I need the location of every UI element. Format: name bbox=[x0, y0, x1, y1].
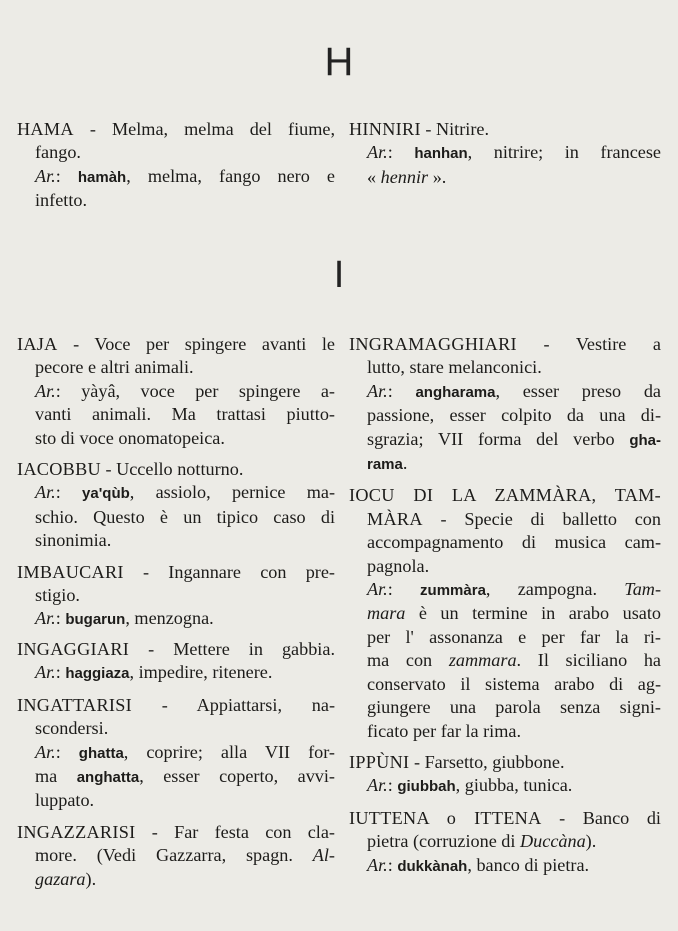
arabic-word: hanhan bbox=[414, 145, 468, 163]
colon: : bbox=[55, 380, 82, 401]
arabic-label: Ar. bbox=[35, 741, 56, 762]
arabic-label: Ar. bbox=[35, 482, 56, 503]
arabic-gloss: luppato. bbox=[35, 790, 95, 811]
entry-hama bbox=[17, 118, 335, 213]
entry-headword: HINNIRI bbox=[349, 119, 421, 139]
arabic-gloss: sinonimia. bbox=[35, 530, 112, 551]
spanish-word: gazara bbox=[35, 868, 86, 889]
entry-definition: - Banco di bbox=[541, 807, 661, 828]
arabic-label: Ar. bbox=[367, 854, 388, 875]
entry-definition: scondersi. bbox=[35, 718, 109, 739]
entry-definition: ). bbox=[85, 868, 97, 889]
entry-iacobbu bbox=[17, 458, 335, 553]
italic-word: zammara bbox=[448, 650, 517, 671]
colon: : bbox=[387, 854, 398, 875]
arabic-gloss: , giubba, tunica. bbox=[455, 775, 573, 796]
arabic-gloss: , esser preso da bbox=[495, 380, 661, 401]
entry-iaja bbox=[17, 333, 335, 450]
italic-word: mara bbox=[367, 603, 406, 624]
entry-definition: accompagnamento di musica cam- bbox=[367, 532, 661, 553]
arabic-word: ghatta bbox=[78, 744, 124, 762]
arabic-gloss: , nitrire; in francese bbox=[467, 142, 661, 163]
arabic-word: hamàh bbox=[77, 168, 127, 186]
column-h-left bbox=[17, 118, 335, 213]
arabic-gloss: per l' assonanza e per far la ri- bbox=[367, 626, 661, 647]
arabic-gloss: giungere una parola senza signi- bbox=[367, 697, 661, 718]
arabic-gloss: , coprire; alla VII for- bbox=[123, 741, 335, 762]
colon: : bbox=[387, 142, 415, 163]
arabic-gloss: , banco di pietra. bbox=[467, 854, 590, 875]
entry-definition: - Ingannare con pre- bbox=[123, 561, 335, 582]
entry-headword: IACOBBU bbox=[17, 459, 101, 480]
arabic-word: anghatta bbox=[76, 768, 140, 786]
entry-iocu bbox=[349, 484, 661, 742]
entry-headword: INGATTARISI bbox=[17, 694, 132, 715]
arabic-gloss: passione, esser colpito da una di- bbox=[367, 405, 661, 426]
arabic-gloss: sto di voce onomatopeica. bbox=[35, 427, 225, 448]
entry-definition: lutto, stare melanconici. bbox=[367, 357, 542, 378]
arabic-gloss: sgrazia; VII forma del verbo bbox=[367, 428, 630, 449]
entry-definition: stigio. bbox=[35, 585, 80, 606]
arabic-gloss: , impedire, ritenere. bbox=[129, 662, 273, 683]
arabic-label: Ar. bbox=[367, 380, 388, 401]
entry-ingaggiari bbox=[17, 638, 335, 686]
colon: : bbox=[387, 380, 416, 401]
arabic-word: ya'qùb bbox=[82, 485, 130, 503]
arabic-label: Ar. bbox=[35, 380, 56, 401]
arabic-word: angharama bbox=[415, 383, 496, 401]
entry-ippuni bbox=[349, 751, 661, 799]
entry-definition: - Farsetto, giubbone. bbox=[409, 751, 565, 772]
entry-headword: INGAGGIARI bbox=[17, 638, 130, 659]
entry-ingramagghiari bbox=[349, 333, 661, 476]
entry-ingazzarisi bbox=[17, 821, 335, 891]
arabic-gloss: . Il siciliano ha bbox=[516, 650, 661, 671]
entry-definition: pagnola. bbox=[367, 555, 430, 576]
arabic-gloss: vanti animali. Ma trattasi piutto- bbox=[35, 404, 335, 425]
arabic-word: gha- bbox=[629, 431, 661, 449]
arabic-gloss: ma con bbox=[367, 650, 449, 671]
entry-imbaucari bbox=[17, 561, 335, 632]
entry-definition: - Melma, melma del fiume, bbox=[73, 119, 335, 139]
entry-headword: HAMA bbox=[17, 119, 74, 139]
entry-definition: - Appiattarsi, na- bbox=[132, 694, 335, 715]
italic-word: Duccàna bbox=[520, 831, 586, 852]
quote-close: ». bbox=[428, 166, 447, 187]
entry-headword: IMBAUCARI bbox=[17, 561, 124, 582]
section-letter-i: I bbox=[333, 254, 345, 296]
arabic-label: Ar. bbox=[35, 608, 56, 629]
arabic-label: Ar. bbox=[35, 165, 56, 186]
colon: : bbox=[387, 775, 398, 796]
section-letter-h: H bbox=[324, 40, 354, 84]
colon: : bbox=[55, 165, 78, 186]
entry-headword: IUTTENA o ITTENA bbox=[349, 807, 542, 828]
entry-definition: - Uccello notturno. bbox=[100, 459, 244, 480]
colon: : bbox=[55, 741, 79, 762]
colon: : bbox=[387, 579, 421, 600]
arabic-gloss: ma bbox=[35, 765, 77, 786]
entry-definition: - Voce per spingere avanti le bbox=[57, 334, 335, 354]
arabic-gloss: , melma, fango nero e bbox=[126, 165, 335, 186]
spanish-word: Al- bbox=[312, 845, 335, 866]
entry-headword: MÀRA bbox=[367, 508, 423, 529]
arabic-gloss: conservato il sistema arabo di ag- bbox=[367, 673, 661, 694]
entry-headword: INGAZZARISI bbox=[17, 821, 136, 842]
entry-headword: IAJA bbox=[17, 334, 58, 354]
entry-hinniri bbox=[349, 118, 661, 189]
arabic-gloss: infetto. bbox=[35, 190, 88, 211]
colon: : bbox=[55, 608, 66, 629]
arabic-gloss: , zampogna. bbox=[485, 579, 625, 600]
quote-open: « bbox=[367, 166, 381, 187]
punctuation: . bbox=[402, 453, 408, 474]
entry-definition: pietra (corruzione di bbox=[367, 831, 521, 852]
arabic-gloss: ficato per far la rima. bbox=[367, 720, 521, 741]
arabic-gloss: , menzogna. bbox=[125, 608, 214, 629]
entry-headword: IOCU DI LA ZAMMÀRA, TAM- bbox=[349, 485, 661, 506]
entry-ingattarisi bbox=[17, 694, 335, 813]
colon: : bbox=[55, 482, 83, 503]
colon: : bbox=[55, 662, 66, 683]
arabic-word: haggiaza bbox=[65, 665, 130, 683]
column-i-right bbox=[349, 333, 661, 878]
arabic-gloss: schio. Questo è un tipico caso di bbox=[35, 506, 335, 527]
entry-definition: more. (Vedi Gazzarra, spagn. bbox=[35, 845, 313, 866]
italic-word: Tam- bbox=[624, 579, 661, 600]
entry-headword: IPPÙNI bbox=[349, 751, 410, 772]
entry-definition: fango. bbox=[35, 142, 81, 163]
arabic-gloss: , esser coperto, avvi- bbox=[139, 765, 335, 786]
arabic-gloss: yàyâ, voce per spingere a- bbox=[81, 380, 335, 401]
entry-definition: - Specie di balletto con bbox=[422, 508, 661, 529]
entry-definition: ). bbox=[585, 831, 597, 852]
entry-definition: - Nitrire. bbox=[420, 119, 489, 139]
entry-definition: pecore e altri animali. bbox=[35, 357, 194, 378]
entry-definition: - Far festa con cla- bbox=[135, 821, 335, 842]
arabic-gloss: , assiolo, pernice ma- bbox=[129, 482, 335, 503]
entry-iuttena bbox=[349, 807, 661, 878]
entry-headword: INGRAMAGGHIARI bbox=[349, 334, 517, 354]
column-i-left bbox=[17, 333, 335, 891]
arabic-label: Ar. bbox=[35, 662, 56, 683]
arabic-gloss: è un termine in arabo usato bbox=[405, 603, 661, 624]
column-h-right bbox=[349, 118, 661, 189]
arabic-word: zummàra bbox=[420, 582, 486, 600]
french-word: hennir bbox=[380, 166, 429, 187]
entry-definition: - Mettere in gabbia. bbox=[129, 638, 335, 659]
arabic-word: bugarun bbox=[65, 611, 126, 629]
arabic-label: Ar. bbox=[367, 142, 388, 163]
arabic-word: dukkànah bbox=[397, 857, 468, 875]
arabic-word: rama bbox=[367, 456, 403, 474]
arabic-label: Ar. bbox=[367, 775, 388, 796]
arabic-label: Ar. bbox=[367, 579, 388, 600]
arabic-word: giubbah bbox=[397, 778, 456, 796]
entry-definition: - Vestire a bbox=[516, 334, 661, 354]
